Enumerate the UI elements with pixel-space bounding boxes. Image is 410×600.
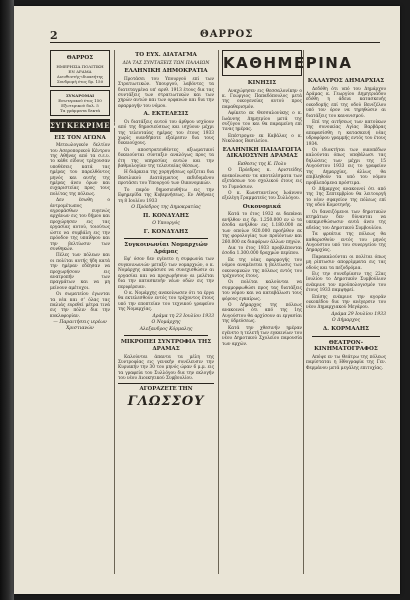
section-heading: ΘΕΑΤΡΟΝ-ΚΙΝΗΜΑΤΟΓΡΑΦΟΣ — [314, 339, 378, 353]
signature-name: Δ. ΚΟΡΜΑΛΗΣ — [322, 326, 370, 333]
column-1 — [50, 50, 124, 570]
article-paragraph: Απόψε εν τω Θεάτρω της πόλεως παρίσταται η Ηθογραφία της Γεν. Φερμάνου μετά μεγάλης επιτυχίας. — [306, 354, 386, 371]
running-header — [50, 28, 380, 43]
article-paragraph: Αναχώρησεν εις Θεσσαλονίκην ο κ. Γεώργιος Παπαδόπουλος μετά της οικογενείας αυτού προς παραθερισμόν. — [222, 88, 302, 110]
box-line: Συνδρομή έτος δρ. 150 — [56, 78, 104, 84]
signature-name: Π. ΚΟΝΔΥΛΗΣ — [143, 212, 189, 219]
section-heading: ΕΙΣ ΤΟΝ ΑΓΩΝΑ — [54, 134, 106, 141]
divider — [312, 336, 380, 337]
article-paragraph: Ο κ. Κωνσταντίνος Ιωάννου εξελέγη Γραμματεύς του Συλλόγου. — [222, 191, 302, 202]
section-heading: ΚΙΝΗΣΙΣ — [247, 80, 277, 86]
article-paragraph: Ο Πρόεδρος κ. Αριστείδης ανεκοίνωσεν τα αποτελέσματα των εξετάσεων του σχολικού έτους εις το Γυμνάσιον. — [222, 168, 302, 190]
column-rule — [218, 50, 219, 574]
article-paragraph: Οι αποστρατευθέντες αξιωματικοί δικαιούνται σύνταξιν αναλόγως προς τα έτη της υπηρεσίας αυτών και την βαθμολογίαν της τελευταίας θέσεως. — [118, 147, 214, 170]
article-paragraph: Η διάρκεια της χορηγήσεως ορίζεται δια Βασιλικού Διατάγματος εκδιδομένου προτάσει του Υπουργού των Οικονομικών. — [118, 170, 214, 187]
section-heading: Οικονομικά — [242, 203, 282, 210]
newspaper-page — [14, 6, 400, 594]
signature-name: Αλεξανδρος Κόρμαλης — [139, 326, 193, 332]
article-paragraph: Προτάσει του Υπουργού επί των Στρατιωτικών. Υπουργού, λαβόντες τα διατεταγμένα υπ' αριθ. 1913 έτους δια τας συντάξεις των στρατιωτικών και των χηρών αυτών και των ορφανών και δια την εφαρμογήν του νόμου. — [118, 76, 214, 109]
article-paragraph: Δια το έτος 1933 προβλέπονται έσοδα 1.300.000 δραχμών περίπου. — [222, 245, 302, 257]
article-paragraph: Ο Δήμαρχος ανακοινοί ότι από της 1ης Σεπτεμβρίου θα λειτουργή το νέον σφαγείον της πόλεως επί της οδού Κομοτηνής. — [306, 186, 386, 209]
signature-title: Ο Νομάρχης — [151, 320, 181, 326]
section-heading: ΚΑΛΑΥΡΟΣ ΔΗΜΑΡΧΙΑΣ — [307, 78, 385, 84]
dateline: Δράμα τη 23 Ιουλίου 1933 — [152, 313, 214, 319]
dateline: Δράμα 29 Ιουλίου 1933 — [331, 311, 386, 317]
section-title-box: ΚΑΘΗΜΕΡΙΝΑ — [222, 50, 302, 76]
box-title: ΘΑΡΡΟΣ — [66, 55, 94, 61]
article-paragraph: Πέλες των πόλεων και οι πολίται αυτής ήδη κατά την ημέραν εδέησαν να προχωρήσουν εις ανατροπήν των πραγμάτων και να μη μείνουν αμέτοχοι. — [50, 253, 110, 291]
spacer — [306, 50, 386, 76]
box-line: ΗΜΕΡΗΣΙΑ ΠΟΛΙΤΙΚΗ — [56, 63, 104, 69]
article-paragraph: Ο Δήμαρχος της πόλεως ανακοινοί ότι από της 1ης Αυγούστου θα αρχίσουν αι εργασίαι της ύδρεύσεως. — [222, 302, 302, 325]
section-heading: ΕΛΛΗΝΙΚΗ ΠΑΙΔΑΓΩΓΙΑ ΔΙΚΑΙΟΣΥΝΗ ΔΡΑΜΑΣ — [222, 146, 302, 160]
subscription-box — [50, 50, 110, 87]
article-paragraph: Επίσης ενέκρινε την αγοράν οικοπέδου δια την ανέγερσιν του νέου Δημαρχιακού Μεγάρου. — [306, 294, 386, 311]
divider — [124, 335, 208, 336]
article-paragraph: Παρακαλούνται οι πολίται όπως μη ρίπτωσιν απορρίμματα εις τας οδούς και τα πεζοδρόμια. — [306, 254, 386, 271]
article-paragraph: Επέστρεψεν εκ Καβάλας ο κ. Νικόλαος Βασιλείου. — [222, 133, 302, 145]
article-paragraph: Αφίκετο εκ Θεσσαλονίκης ο κ. Ιωάννης Δημητρίου μετά της συζύγου του και θα παραμείνη επί τινας ημέρας. — [222, 111, 302, 133]
book-binding — [0, 0, 14, 600]
box-line: Διευθυντής-ιδιοκτήτης — [56, 73, 104, 79]
article-paragraph: Οι πολίται καλούνται να συμμορφωθώσι προς τας διατάξεις του νόμου και να καταβάλωσι τους φόρους εγκαίρως. — [222, 280, 302, 302]
article-paragraph: Κατά την χθεσινήν ημέραν εγένετο η τελετή των εγκαινίων του νέου Δημοτικού Σχολείου παρουσία των αρχών. — [222, 325, 302, 347]
signature-title: Ο Πρόεδρος της Δημοκρατίας — [131, 204, 201, 210]
advert-brand: ΓΛΩΣΣΟΥ — [127, 393, 205, 409]
subheading: — Παραιτήσεις ιερέων Χριστιανών — [53, 320, 107, 331]
article-paragraph: Μετεωλογικόν δελτίον του Ασεροπορικού Κέντρου της Αθήνας από τα σ.ε.υ. το κάθε είδους τρέχουσαν υποθέσεις κατά τας ημέρας του παρελθόντος μηνός και αυτής της ημέρας άνευ όρων και ευχαριστείας προς τους πολίτας της πόλεως. — [50, 143, 110, 197]
advert-line: ΑΓΟΡΑΖΕΤΕ ΤΗΝ — [118, 383, 214, 392]
subscription-rates-box — [50, 90, 110, 116]
article-subheading: ΔΙΑ ΤΑΣ ΣΥΝΤΑΞΕΙΣ ΤΩΝ ΠΑΛΑΙΩΝ — [122, 60, 210, 66]
section-banner: ΣΥΓΚΕΚΡΙΜΕΝΑ — [50, 120, 124, 130]
article-intro: ΕΛΛΗΝΙΚΗ ΔΗΜΟΚΡΑΤΙΑ — [124, 68, 208, 75]
section-heading: ΜΙΚΡΟΠΕΙ ΣΥΝΤΡΟΦΙΑ ΤΗΣ ΔΡΑΜΑΣ — [120, 339, 212, 352]
article-paragraph: Οι σωματείου έγωνται τα νέα και σ' όλας τας παλιάς ευρεθεί μέτρα τινά εις την πόλιν δια την κυκλοφορίαν. — [50, 292, 110, 319]
article-paragraph: Οι ιδιοκτήται των οικοπέδων καλούνται όπως υποβάλωσι τας δηλώσεις των μέχρι της 15 Αυγούστου 1933 εις το γραφείον της Δημαρχίας, άλλως θα επιβληθούν τα υπό του νόμου προβλεπόμενα πρόστιμα. — [306, 148, 386, 186]
subheading: Εκθεσις της Κ. Πολυ — [237, 161, 287, 167]
running-title: ΘΑΡΡΟΣ — [200, 29, 254, 40]
signature-name: Γ. ΚΟΝΔΥΛΗΣ — [143, 228, 189, 235]
signature-title: Ο Υπουργός — [152, 221, 180, 227]
article-paragraph: Εφ' όσον δεν εγένετο η συμφωνία των συγκοινωνιών μεταξύ των νομαρχιών, ο κ. Νομάρχης απεφάσισε να συνεχισθώσιν αι εργασίαι και να προχωρήσουν αι μελέται δια την κατασκευήν νέων οδών εις την περιφέρειαν. — [118, 257, 214, 290]
column-4 — [306, 50, 386, 570]
article-paragraph: Οι διατάξεις αυτού του άρθρου ισχύουν από της δημοσιεύσεως και ισχύουν μέχρι της τελευταίας ημέρας του έτους 1933 χωρίς οιανδήποτε εξαίρεσιν δια τους δικαιούχους. — [118, 119, 214, 147]
divider — [124, 238, 208, 239]
page-number: 2 — [50, 29, 58, 42]
signature-title: Ο Δήμαρχος — [331, 318, 361, 324]
column-rule — [303, 50, 304, 574]
box-line: ΣΥΝΔΡΟΜΑΙ — [65, 92, 95, 98]
section-heading: Συγκοινωνίαι Νομαρχιών Δράμας — [124, 242, 208, 255]
box-line: ΕΝ ΔΡΑΜΑ — [68, 68, 92, 74]
article-paragraph: Καλούνται άπαντα τα μέλη της Συντροφίας εις γενικήν συνέλευσιν την Κυριακήν την 30 του μηνός ώραν 6 μ.μ. εις τα γραφεία του Συλλόγου δια την εκλογήν του νέου Διοικητικού Συμβουλίου. — [118, 354, 214, 382]
article-paragraph: Το παρόν δημοσιευθήτω εις την Εφημερίδα της Κυβερνήσεως. Εν Αθήναις τη 8 Ιουλίου 1933 — [118, 187, 214, 204]
box-line: Εσωτερικού έτος 150 — [58, 97, 102, 103]
article-paragraph: Εκ της νέας εφαρμογής του νόμου αναμένεται η βελτίωσις των οικονομικών της πόλεως εντός του τρέχοντος έτους. — [222, 257, 302, 279]
article-paragraph: Οι δανειζόμενοι των δημοτικών κτημάτων δεν δύνανται να υπεκμισθώσωσιν αυτά άνευ της αδείας του Δημοτικού Συμβουλίου. — [306, 209, 386, 231]
article-paragraph: Δεδόθη ότι υπό του Δημάρχου Δράμας κ. Γεωργίου Δημητριάδου εδόθη η άδεια κατασκευής οικοδομής επί της οδού Βενιζέλου υπό τον όρον να τηρηθώσιν αι διατάξεις του κανονισμού. — [306, 86, 386, 119]
column-2 — [118, 50, 214, 580]
article-paragraph: Ο κ. Νομάρχης ανεκοίνωσεν ότι τα έργα θα εκτελεσθούν εντός του τρέχοντος έτους υπό την εποπτείαν του τεχνικού γραφείου της Νομαρχίας. — [118, 290, 214, 313]
section-heading: Α. ΕΚΤΕΛΕΣΙΣ — [143, 111, 189, 118]
article-paragraph: Δεν έσωθη ο άντρομέτωπος αγρομάσθων ευγενώς αρχάνων εις του δήμου και προχώρησεν εις τας εργασίας αυτού, τοιούτως ώστε να συμβάλη εις την πρόοδον της υπαίθρου και την βελτίωσιν των συνθηκών. — [50, 198, 110, 252]
article-heading: ΤΟ ΕΥΧ. ΔΙΑΤΑΓΜΑ — [135, 52, 197, 58]
box-line: Τα γράμματα δεκτά — [59, 107, 101, 113]
article-paragraph: Εις την συνεδρίασιν της 22ας Ιουλίου το Δημοτικόν Συμβούλιον ενέκρινε τον προϋπολογισμόν του έτους 1933 παμψηφεί. — [306, 272, 386, 294]
article-paragraph: Τα φρεάτια της πόλεως θα καθαρισθούν εντός του μηνός Αυγούστου υπό του συνεργείου της Δημαρχίας. — [306, 232, 386, 254]
article-paragraph: Επί της αιτήσεως των κατοίκων της συνοικίας Αγίας Βαρβάρας απεφασίσθη η κατασκευή νέας υδροφόρου γραμμής εντός του έτους 1934. — [306, 120, 386, 147]
article-paragraph: Κατά το έτος 1932 αι δαπάναι ανήλθον εις δρ. 1.250.000 εν ώ τα έσοδα ανήλθον εις 1.180.000 εκ των οποίων 920.000 προήλθον εκ της φορολογίας των προϊόντων και 260.000 εκ διαφόρων άλλων πηγών. — [222, 212, 302, 245]
box-line: Εξωτερικού δολ. 5 — [61, 102, 99, 108]
